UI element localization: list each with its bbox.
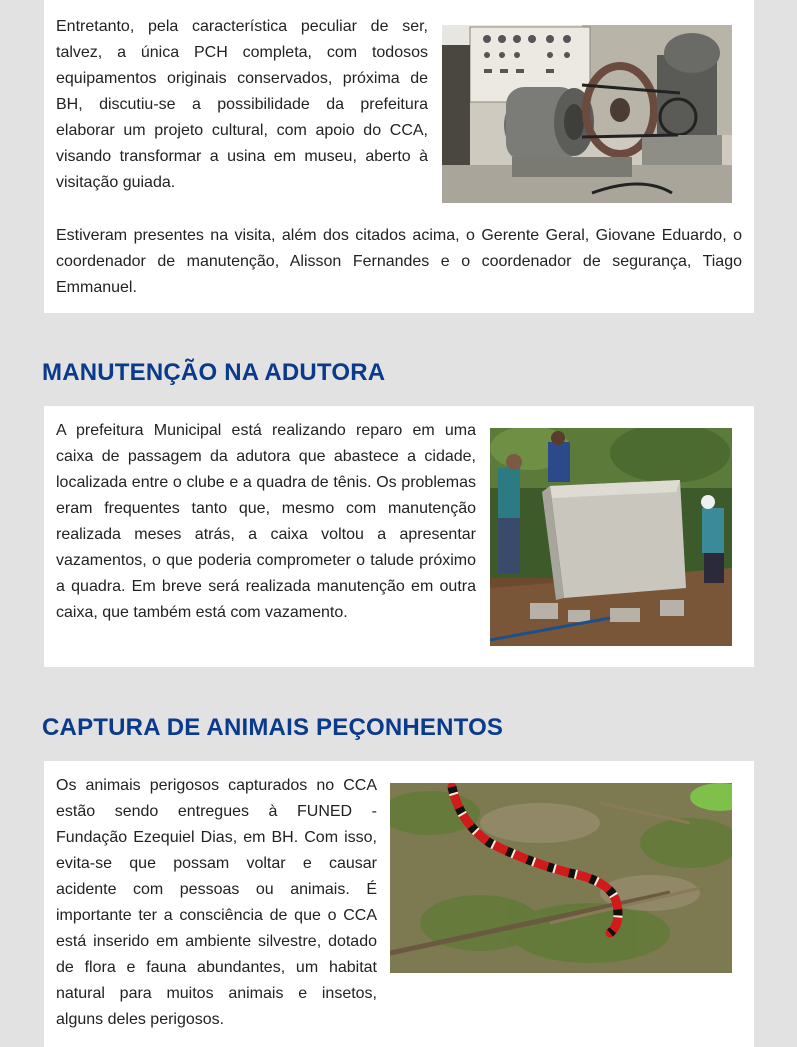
photo-generator-machinery: [442, 25, 732, 203]
paragraph-museum-proposal: Entretanto, pela característica peculiar de ser, talvez, a única PCH completa, com todosos equipamentos originais conservados, próxima de BH, discutiu-se a possibilidade da prefeitura elaborar um projeto cultural, com apoio do CCA, visando transformar a usina em museu, aberto à visitação guiada.: [56, 18, 428, 191]
paragraph-visit-attendees: Estiveram presentes na visita, além dos citados acima, o Gerente Geral, Giovane Eduardo, o coordenador de manutenção, Alisson Fernandes e o coordenador de segurança, Tiago Emmanuel.: [56, 227, 742, 296]
paragraph-venomous-animals: Os animais perigosos capturados no CCA estão sendo entregues à FUNED - Fundação Ezequiel Dias, em BH. Com isso, evita-se que possam voltar e causar acidente com pessoas ou animais. É importante ter a consciência de que o CCA está inserido em ambiente silvestre, dotado de flora e fauna abundantes, um habitat natural para muitos animais e insetos, alguns deles perigosos.: [56, 777, 377, 1028]
photo-coral-snake: [390, 783, 732, 973]
photo-workers-concrete-box: [490, 428, 732, 646]
paragraph-adutora-repair: A prefeitura Municipal está realizando reparo em uma caixa de passagem da adutora que abastece a cidade, localizada entre o clube e a quadra de tênis. Os problemas eram frequentes tanto que, mesmo com manutenção realizada meses atrás, a caixa voltou a apresentar vazamentos, o que poderia comprometer o talude próximo a quadra. Em breve será realizada manutenção em outra caixa, que também está com vazamento.: [56, 422, 476, 621]
article-card-museum: [44, 0, 754, 313]
article-card-adutora: [44, 406, 754, 667]
section-title-animais: CAPTURA DE ANIMAIS PEÇONHENTOS: [42, 714, 504, 741]
section-title-adutora: MANUTENÇÃO NA ADUTORA: [42, 359, 386, 386]
article-card-animais: [44, 761, 754, 1047]
